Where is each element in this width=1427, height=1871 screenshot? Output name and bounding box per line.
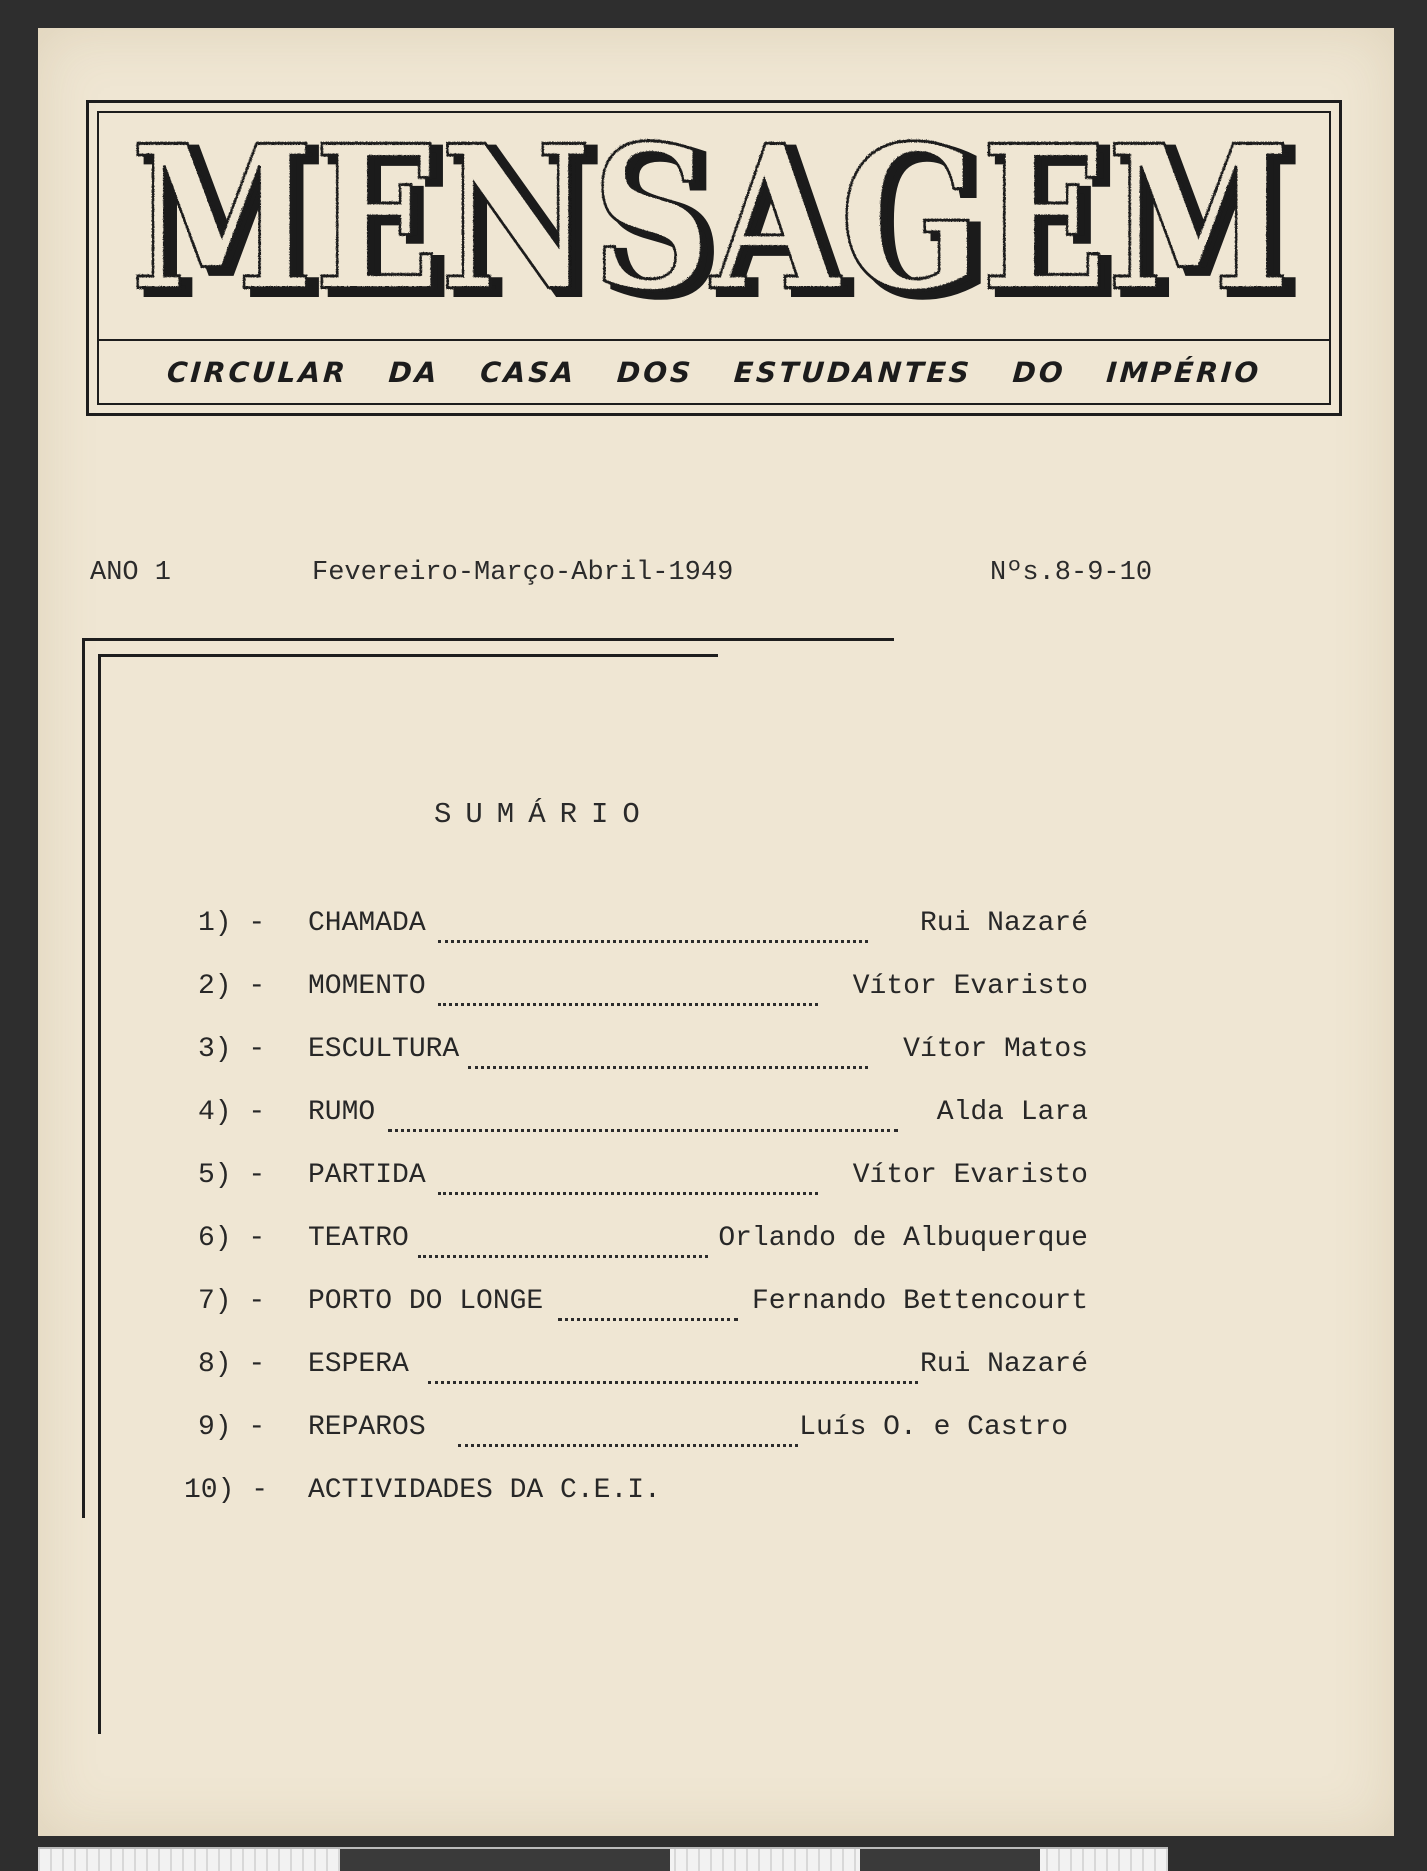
toc-item-title: ACTIVIDADES DA C.E.I.	[308, 1475, 661, 1506]
toc-item-title: CHAMADA	[308, 908, 426, 939]
toc-item-number: 10) -	[184, 1475, 269, 1506]
toc-item-number: 1) -	[198, 908, 266, 939]
toc-item-author: Vítor Evaristo	[852, 971, 1088, 1002]
issue-date: Fevereiro-Março-Abril-1949	[312, 558, 734, 588]
tagline: CIRCULAR DA CASA DOS ESTUDANTES DO IMPÉRIO	[165, 355, 1263, 389]
toc-item-author: Alda Lara	[936, 1097, 1088, 1128]
bracket-line-left-inner	[98, 654, 101, 1734]
toc-item-title: MOMENTO	[308, 971, 426, 1002]
toc-item-title: PARTIDA	[308, 1160, 426, 1191]
toc-item-title: TEATRO	[308, 1223, 409, 1254]
toc-dot-leader	[438, 938, 868, 943]
tagline-bar	[99, 339, 1329, 403]
toc-item-author: Vítor Matos	[903, 1034, 1088, 1065]
toc-item	[198, 1223, 1158, 1286]
toc-item-number: 7) -	[198, 1286, 266, 1317]
issue-line	[38, 558, 1394, 598]
toc-item-title: RUMO	[308, 1097, 376, 1128]
toc-dot-leader	[468, 1064, 868, 1069]
mensagem-logo	[99, 123, 1329, 323]
toc-item-number: 5) -	[198, 1160, 266, 1191]
toc-item-title: PORTO DO LONGE	[308, 1286, 544, 1317]
toc-item	[198, 1286, 1158, 1349]
table-of-contents	[184, 908, 1158, 1538]
toc-dot-leader	[558, 1316, 738, 1321]
bracket-line-top-inner	[98, 654, 718, 657]
toc-dot-leader	[438, 1001, 818, 1006]
logo-text-shadow: MENSAGEM	[140, 123, 1300, 323]
toc-item-number: 8) -	[198, 1349, 266, 1380]
toc-item-number: 2) -	[198, 971, 266, 1002]
mensagem-logo-art	[104, 123, 1324, 323]
toc-item-title: ESCULTURA	[308, 1034, 460, 1065]
toc-item-author: Luís O. e Castro	[799, 1412, 1068, 1443]
toc-item-author: Rui Nazaré	[919, 1349, 1088, 1380]
toc-item	[198, 1097, 1158, 1160]
toc-item-number: 4) -	[198, 1097, 266, 1128]
masthead	[86, 100, 1342, 416]
toc-item-number: 3) -	[198, 1034, 266, 1065]
toc-dot-leader	[388, 1127, 898, 1132]
issue-numbers: Nºs.8-9-10	[990, 558, 1153, 588]
scan-ruler-dark-segment	[340, 1849, 670, 1871]
sumario-heading: SUMÁRIO	[434, 798, 654, 831]
issue-year: ANO 1	[90, 558, 172, 588]
scan-ruler-dark-segment	[860, 1849, 1040, 1871]
toc-item	[198, 971, 1158, 1034]
toc-dot-leader	[438, 1190, 818, 1195]
toc-item-title: ESPERA	[308, 1349, 409, 1380]
bracket-line-top-outer	[82, 638, 894, 641]
toc-item-author: Orlando de Albuquerque	[718, 1223, 1088, 1254]
toc-item-author: Rui Nazaré	[919, 908, 1088, 939]
document-page	[38, 28, 1394, 1836]
masthead-inner-frame	[97, 111, 1331, 405]
toc-item	[198, 1412, 1158, 1475]
toc-item	[198, 908, 1158, 971]
toc-item	[184, 1475, 1158, 1538]
toc-item	[198, 1034, 1158, 1097]
logo-text-face: MENSAGEM	[130, 123, 1290, 323]
toc-item	[198, 1349, 1158, 1412]
toc-item-author: Vítor Evaristo	[852, 1160, 1088, 1191]
toc-item-title: REPAROS	[308, 1412, 426, 1443]
toc-dot-leader	[458, 1442, 798, 1447]
toc-dot-leader	[428, 1379, 918, 1384]
toc-item-number: 6) -	[198, 1223, 266, 1254]
bracket-line-left-outer	[82, 638, 85, 1518]
toc-dot-leader	[418, 1253, 708, 1258]
toc-item-author: Fernando Bettencourt	[751, 1286, 1088, 1317]
toc-item-number: 9) -	[198, 1412, 266, 1443]
toc-item	[198, 1160, 1158, 1223]
